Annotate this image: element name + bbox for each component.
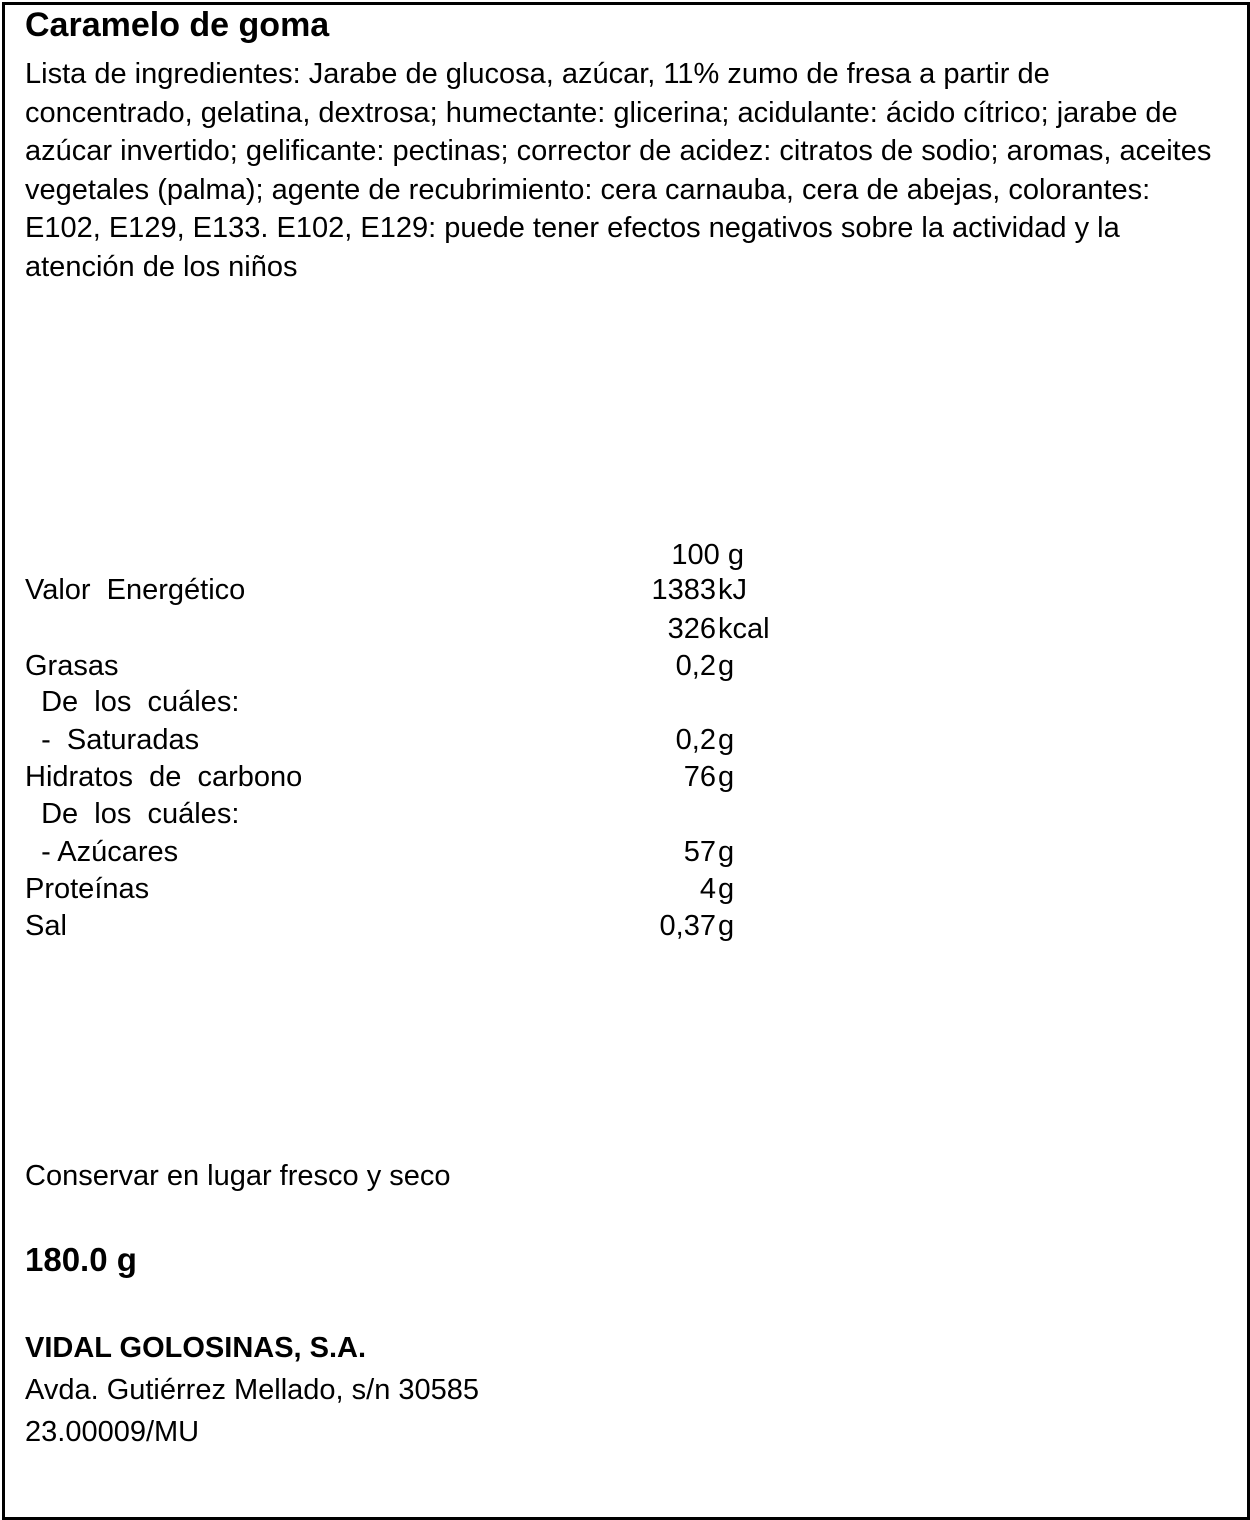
nutrition-label: De los cuáles: bbox=[25, 686, 240, 718]
storage-instructions: Conservar en lugar fresco y seco bbox=[25, 1160, 451, 1192]
nutrition-value: 76 bbox=[683, 761, 716, 793]
nutrition-column-header: 100 g bbox=[671, 539, 744, 571]
nutrition-row-carbohydrates bbox=[0, 759, 1250, 796]
registry-number: 23.00009/MU bbox=[25, 1416, 200, 1448]
nutrition-unit: g bbox=[718, 761, 735, 793]
nutrition-unit: g bbox=[718, 724, 735, 756]
nutrition-value: 57 bbox=[683, 836, 716, 868]
nutrition-label: Valor Energético bbox=[25, 574, 246, 606]
nutrition-label: - Azúcares bbox=[25, 836, 179, 868]
nutrition-row-saturated bbox=[0, 722, 1250, 759]
nutrition-row-fat-subheader bbox=[0, 684, 1250, 721]
nutrition-value: 326 bbox=[667, 613, 716, 645]
nutrition-row-energy-kj bbox=[0, 572, 1250, 609]
nutrition-value: 0,2 bbox=[675, 724, 716, 756]
nutrition-value: 0,2 bbox=[675, 650, 716, 682]
nutrition-unit: kcal bbox=[718, 613, 770, 645]
ingredients-list: Lista de ingredientes: Jarabe de glucosa, azúcar, 11% zumo de fresa a partir de concentrado, gelatina, dextrosa; humectante: glicerina; acidulante: ácido cítrico; jarabe de azúcar invertido; gelificante: pectinas; corrector de acidez: citratos de sodio; aromas, aceites vegetales (palma); agente de recubrimiento: cera carnauba, cera de abejas, colorantes: E102, E129, E133. E102, E129: puede tener efectos negativos sobre la actividad y la atención de los niños bbox=[25, 58, 1212, 283]
nutrition-value: 4 bbox=[699, 873, 716, 905]
nutrition-label: De los cuáles: bbox=[25, 798, 240, 830]
nutrition-unit: g bbox=[718, 910, 735, 942]
net-weight: 180.0 g bbox=[25, 1241, 137, 1278]
nutrition-label: Sal bbox=[25, 910, 67, 942]
nutrition-unit: g bbox=[718, 836, 735, 868]
nutrition-row-salt bbox=[0, 908, 1250, 945]
nutrition-label: Grasas bbox=[25, 650, 119, 682]
company-name: VIDAL GOLOSINAS, S.A. bbox=[25, 1332, 367, 1364]
company-address: Avda. Gutiérrez Mellado, s/n 30585 bbox=[25, 1374, 480, 1406]
nutrition-value: 0,37 bbox=[659, 910, 716, 942]
nutrition-row-fat bbox=[0, 648, 1250, 685]
nutrition-label: - Saturadas bbox=[25, 724, 200, 756]
nutrition-unit: kJ bbox=[718, 574, 747, 606]
nutrition-label: Proteínas bbox=[25, 873, 150, 905]
nutrition-row-sugars bbox=[0, 834, 1250, 871]
nutrition-row-protein bbox=[0, 871, 1250, 908]
nutrition-unit: g bbox=[718, 873, 735, 905]
product-title: Caramelo de goma bbox=[25, 6, 330, 44]
nutrition-value: 1383 bbox=[651, 574, 716, 606]
nutrition-row-carbs-subheader bbox=[0, 796, 1250, 833]
nutrition-row-energy-kcal bbox=[0, 611, 1250, 648]
nutrition-unit: g bbox=[718, 650, 735, 682]
nutrition-label: Hidratos de carbono bbox=[25, 761, 303, 793]
